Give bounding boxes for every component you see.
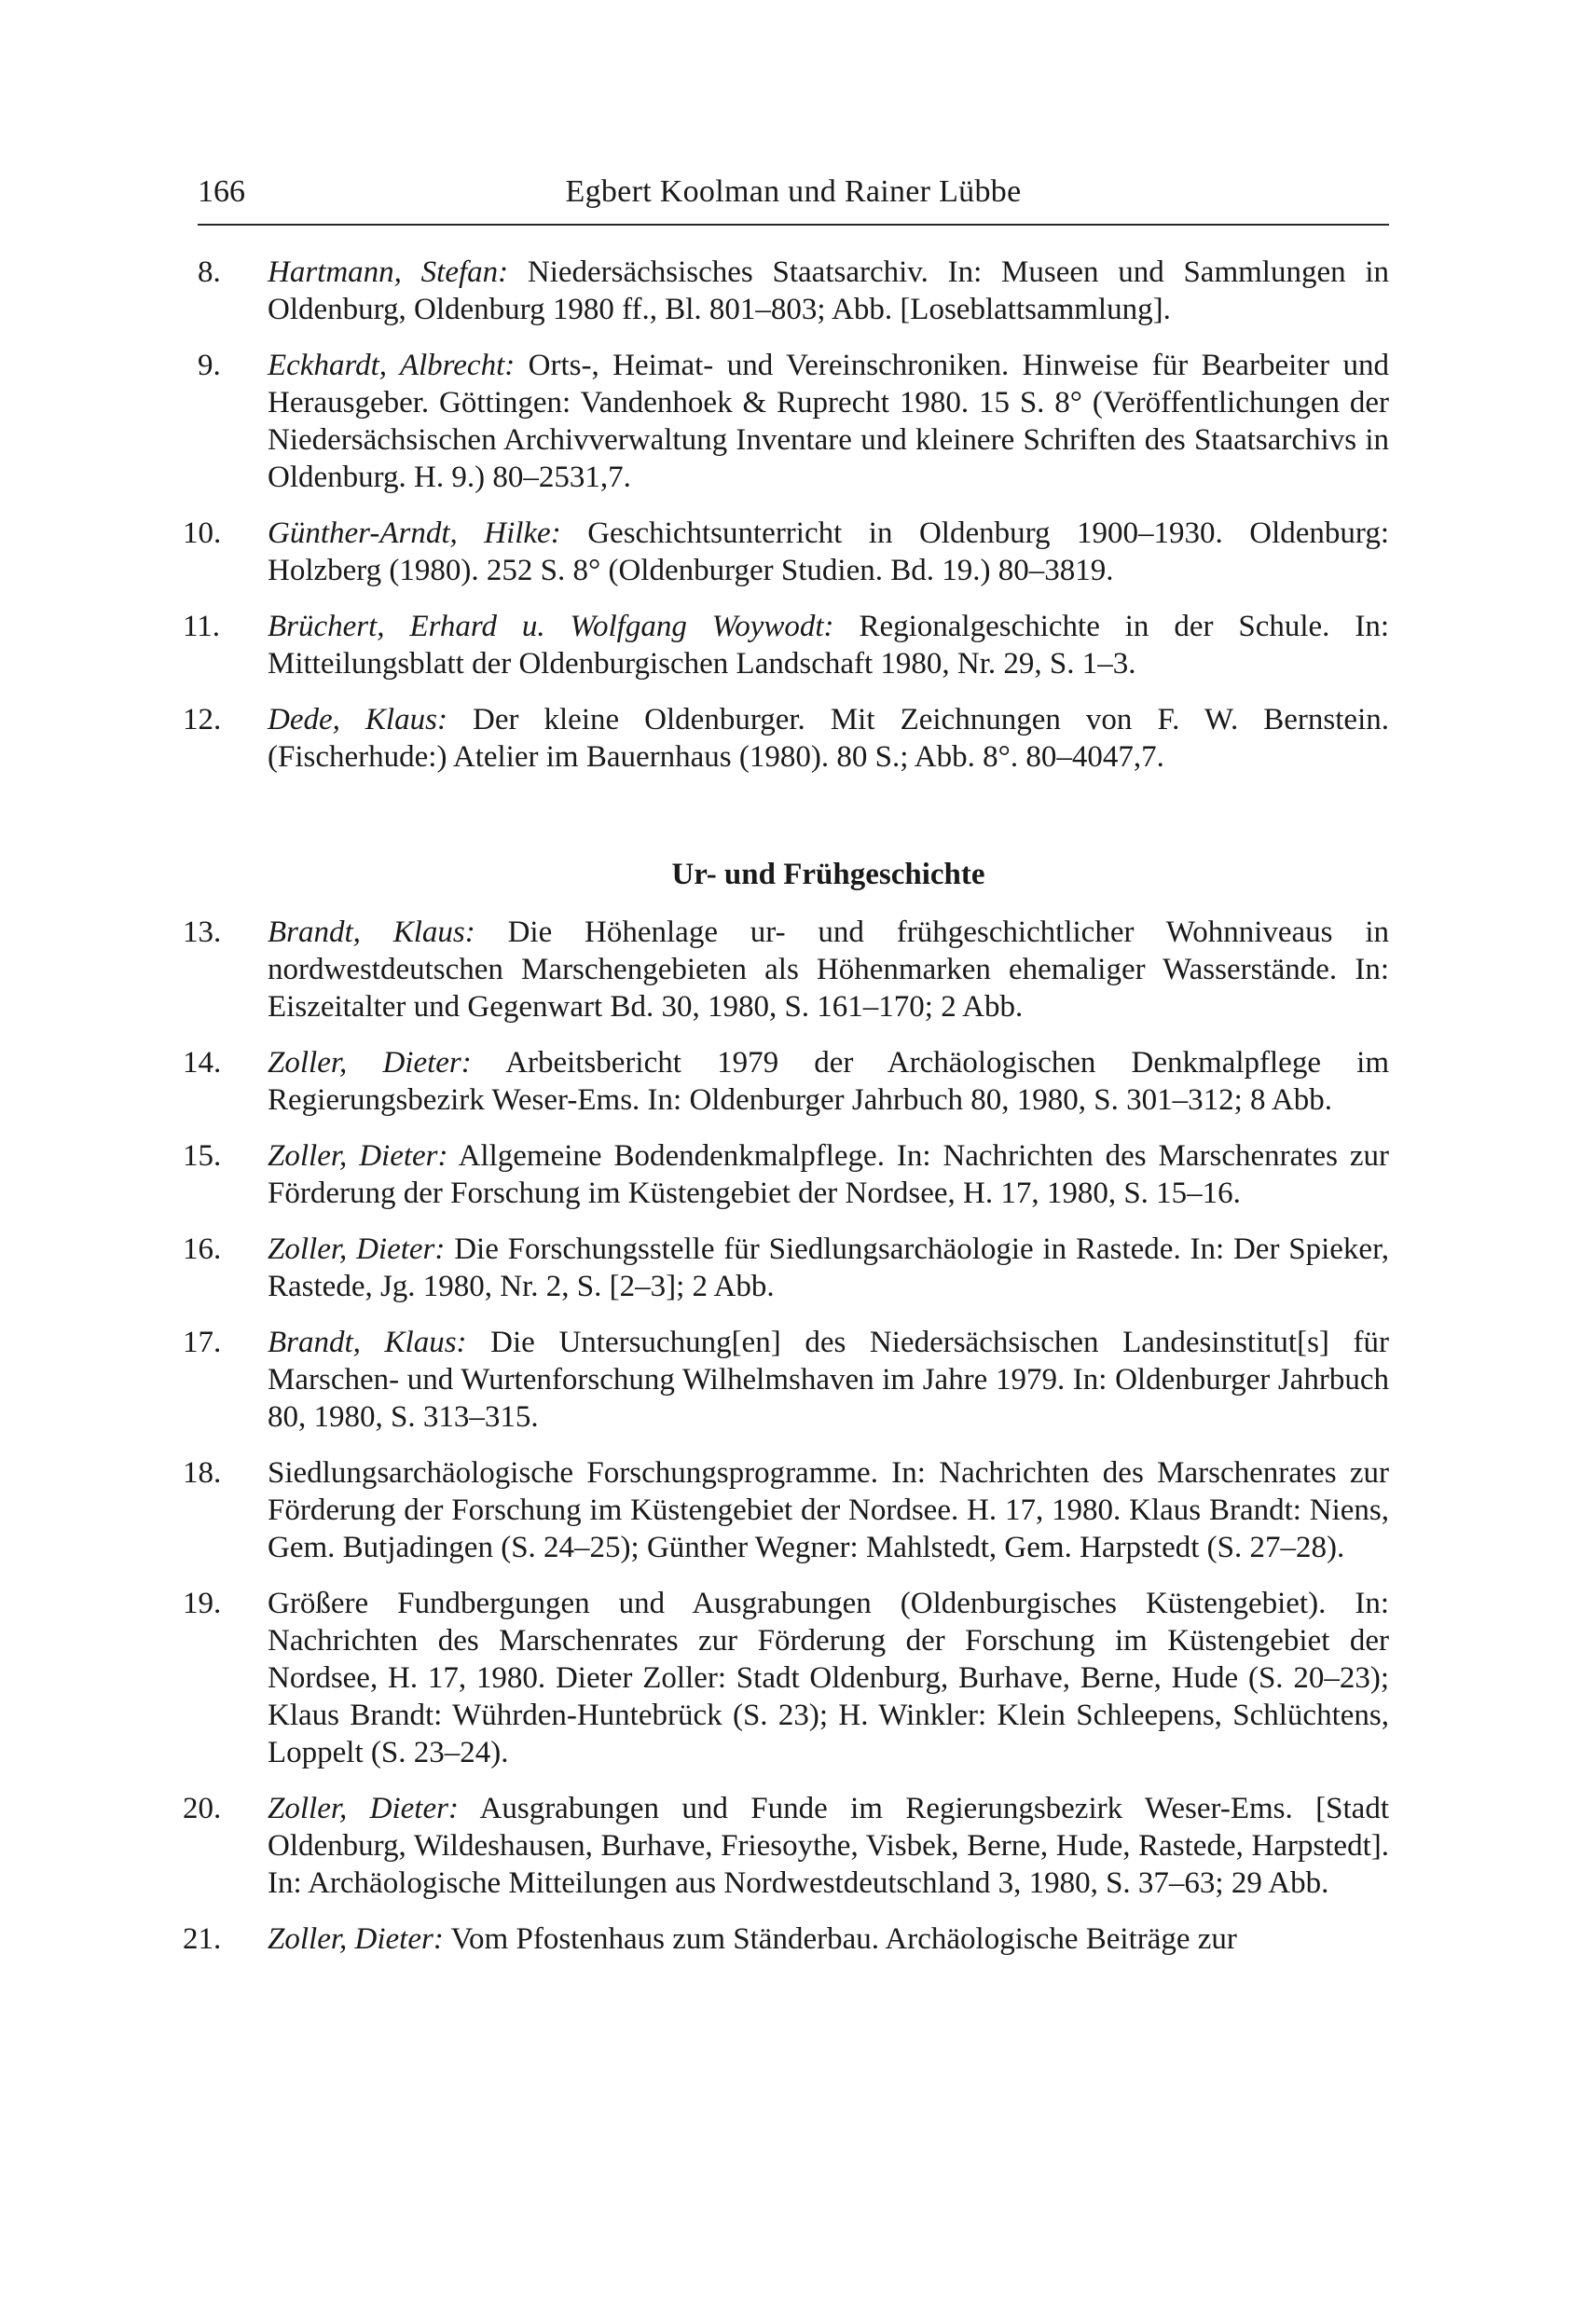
entry-author: Brandt, Klaus: [268,915,475,949]
list-item [183,1454,1389,1566]
list-item [183,1920,1389,1958]
entry-text: Geschichtsunterricht in Oldenburg 1900–1930. Oldenburg: Holzberg (1980). 252 S. 8° (Oldenburger Studien. Bd. 19.) 80–3819. [268,516,1389,587]
entry-text: Größere Fundbergungen und Ausgrabungen (Oldenburgisches Küstengebiet). In: Nachrichten des Marschenrates zur Förderung der Forschung im Küstengebiet der Nordsee, H. 17, 1980. Dieter Zoller: Stadt Oldenburg, Burhave, Berne, Hude (S. 20–23); Klaus Brandt: Wührden-Huntebrück (S. 23); H. Winkler: Klein Schleepens, Schlüchtens, Loppelt (S. 23–24). [268,1587,1389,1769]
entry-number: 17. [183,1326,222,1359]
entry-number: 10. [183,516,222,550]
entry-author: Zoller, Dieter: [268,1792,459,1825]
list-item [183,1044,1389,1119]
list-item [183,1231,1389,1305]
entry-number: 15. [183,1139,222,1173]
list-item [183,1137,1389,1212]
entry-number: 21. [183,1922,222,1956]
list-item [198,347,1389,496]
bibliography-list [183,254,1390,1976]
entry-author: Zoller, Dieter: [268,1922,444,1956]
entry-author: Eckhardt, Albrecht: [268,349,516,382]
entry-text: Niedersächsisches Staatsarchiv. In: Museen und Sammlungen in Oldenburg, Oldenburg 1980 ff., Bl. 801–803; Abb. [Loseblattsammlung]. [268,255,1389,326]
entry-text: Ausgrabungen und Funde im Regierungsbezirk Weser-Ems. [Stadt Oldenburg, Wildeshausen, Burhave, Friesoythe, Visbek, Berne, Hude, Rastede, Harpstedt]. In: Archäologische Mitteilungen aus Nordwestdeutschland 3, 1980, S. 37–63; 29 Abb. [268,1792,1389,1900]
entry-author: Zoller, Dieter: [268,1232,446,1266]
entry-text: Orts-, Heimat- und Vereinschroniken. Hinweise für Bearbeiter und Herausgeber. Göttingen: Vandenhoek & Ruprecht 1980. 15 S. 8° (Veröffentlichungen der Niedersächsischen Archivverwaltung Inventare und kleinere Schriften des Staatsarchivs in Oldenburg. H. 9.) 80–2531,7. [268,349,1389,494]
entry-number: 13. [183,915,222,949]
entry-author: Zoller, Dieter: [268,1139,448,1173]
list-item [183,1585,1389,1771]
entry-text: Vom Pfostenhaus zum Ständerbau. Archäologische Beiträge zur [443,1922,1237,1956]
entry-text: Der kleine Oldenburger. Mit Zeichnungen von F. W. Bernstein. (Fischerhude:) Atelier im Bauernhaus (1980). 80 S.; Abb. 8°. 80–4047,7. [268,703,1389,774]
entry-text: Siedlungsarchäologische Forschungsprogramme. In: Nachrichten des Marschenrates zur Förderung der Forschung im Küstengebiet der Nordsee. H. 17, 1980. Klaus Brandt: Niens, Gem. Butjadingen (S. 24–25); Günther Wegner: Mahlstedt, Gem. Harpstedt (S. 27–28). [268,1456,1389,1564]
entry-number: 12. [183,703,222,736]
entry-author: Günther-Arndt, Hilke: [268,516,561,550]
entry-number: 9. [198,349,221,382]
list-item [183,1324,1390,1436]
entry-number: 11. [183,610,221,643]
entry-text: Regionalgeschichte in der Schule. In: Mitteilungsblatt der Oldenburgischen Landschaft 1980, Nr. 29, S. 1–3. [268,610,1389,681]
entry-author: Hartmann, Stefan: [268,255,509,289]
entry-text: Arbeitsbericht 1979 der Archäologischen Denkmalpflege im Regierungsbezirk Weser-Ems. In: Oldenburger Jahrbuch 80, 1980, S. 301–312; 8 Abb. [268,1046,1389,1117]
entry-author: Zoller, Dieter: [268,1046,472,1080]
list-item [183,701,1389,776]
entry-number: 8. [198,255,221,289]
entry-number: 14. [183,1046,222,1080]
entry-text: Die Höhenlage ur- und frühgeschichtlicher Wohnniveaus in nordwestdeutschen Marschengebieten als Höhenmarken ehemaliger Wasserstände. In: Eiszeitalter und Gegenwart Bd. 30, 1980, S. 161–170; 2 Abb. [268,915,1389,1024]
list-item [198,254,1389,328]
page-number: 166 [198,174,245,209]
entry-number: 19. [183,1587,222,1620]
entry-author: Dede, Klaus: [268,703,447,736]
entry-number: 18. [183,1456,222,1490]
list-item [183,1790,1389,1902]
header-title: Egbert Koolman und Rainer Lübbe [565,174,1022,209]
list-item [183,914,1389,1025]
entry-text: Die Forschungsstelle für Siedlungsarchäologie in Rastede. In: Der Spieker, Rastede, Jg. 1980, Nr. 2, S. [2–3]; 2 Abb. [268,1232,1389,1303]
entry-author: Brandt, Klaus: [268,1326,467,1359]
entry-text: Die Untersuchung[en] des Niedersächsischen Landesinstitut[s] für Marschen- und Wurtenforschung Wilhelmshaven im Jahre 1979. In: Oldenburger Jahrbuch 80, 1980, S. 313–315. [268,1326,1390,1434]
entry-author: Brüchert, Erhard u. Wolfgang Woywodt: [268,610,834,643]
entry-number: 16. [183,1232,222,1266]
entry-number: 20. [183,1792,222,1825]
list-item [183,608,1389,682]
section-heading: Ur- und Frühgeschichte [671,858,985,891]
header-rule [198,224,1389,226]
entry-text: Allgemeine Bodendenkmalpflege. In: Nachrichten des Marschenrates zur Förderung der Forschung im Küstengebiet der Nordsee, H. 17, 1980, S. 15–16. [268,1139,1389,1210]
running-head [198,164,1389,220]
list-item [183,515,1389,589]
